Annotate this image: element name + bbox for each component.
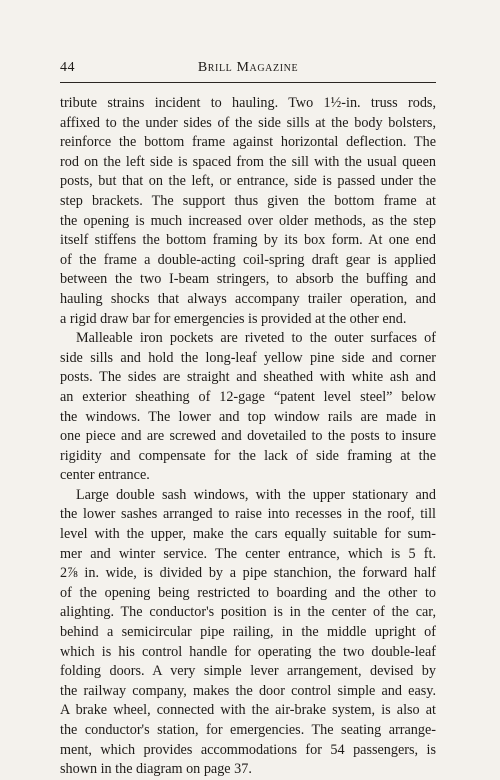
text-line: of the opening being restricted to boarding and the other to bbox=[60, 584, 436, 601]
text-line: ment, which provides accommodations for 54 passengers, is bbox=[60, 741, 436, 758]
text-line: the railway company, makes the door control simple and easy. bbox=[60, 682, 436, 699]
text-line: rod on the left side is spaced from the sill with the usual queen bbox=[60, 153, 436, 170]
text-line: shown in the diagram on page 37. bbox=[60, 761, 252, 778]
text-line: between the two I-beam stringers, to absorb the buffing and bbox=[60, 271, 436, 288]
text-line: behind a semicircular pipe railing, in the middle upright of bbox=[60, 624, 436, 641]
text-line: alighting. The conductor's position is in the center of the car, bbox=[60, 604, 436, 621]
text-line: affixed to the under sides of the side sills at the body bolsters, bbox=[60, 114, 436, 131]
text-line: reinforce the bottom frame against horizontal deflection. The bbox=[60, 134, 436, 151]
paragraph-hauling-frame bbox=[60, 94, 436, 329]
text-line: mer and winter service. The center entrance, which is 5 ft. bbox=[60, 545, 436, 562]
page-number: 44 bbox=[60, 60, 75, 75]
magazine-title: Brill Magazine bbox=[197, 60, 299, 75]
text-line: one piece and are screwed and dovetailed to the posts to insure bbox=[60, 428, 436, 445]
text-line: side sills and hold the long-leaf yellow pine side and corner bbox=[60, 349, 436, 366]
text-line: rigidity and compensate for the lack of side framing at the bbox=[60, 447, 436, 464]
text-line: Large double sash windows, with the upper stationary and bbox=[76, 486, 436, 503]
text-line: itself stiffens the bottom framing by its box form. At one end bbox=[60, 232, 436, 249]
text-line: step brackets. The support thus given the bottom frame at bbox=[60, 192, 436, 209]
header-rule bbox=[60, 82, 436, 83]
text-line: posts. The sides are straight and sheathed with white ash and bbox=[60, 369, 436, 386]
text-line: the conductor's station, for emergencies. The seating arrange- bbox=[60, 722, 436, 738]
text-line: 2⅞ in. wide, is divided by a pipe stanchion, the forward half bbox=[60, 565, 436, 582]
text-line: the windows. The lower and top window rails are made in bbox=[60, 408, 436, 425]
text-line: posts, but that on the left, or entrance, side is passed under the bbox=[60, 173, 436, 190]
text-line: the lower sashes arranged to raise into recesses in the roof, till bbox=[60, 506, 436, 523]
text-line: A brake wheel, connected with the air-brake system, is also at bbox=[60, 702, 436, 719]
text-line: the opening is much increased over older methods, as the step bbox=[60, 212, 436, 229]
text-line: Malleable iron pockets are riveted to the outer surfaces of bbox=[76, 330, 436, 347]
text-line: a rigid draw bar for emergencies is provided at the other end. bbox=[60, 310, 407, 327]
paragraph-side-posts bbox=[60, 329, 436, 486]
text-line: folding doors. A very simple lever arrangement, devised by bbox=[60, 663, 436, 680]
article-body bbox=[60, 94, 436, 780]
text-line: an exterior sheathing of 12-gage “patent level steel” below bbox=[60, 388, 436, 405]
paragraph-windows-entrance bbox=[60, 486, 436, 780]
running-head bbox=[60, 58, 436, 78]
text-line: center entrance. bbox=[60, 467, 150, 484]
text-line: tribute strains incident to hauling. Two 1½-in. truss rods, bbox=[60, 95, 436, 111]
text-line: of the frame a double-acting coil-spring draft gear is applied bbox=[60, 251, 436, 268]
text-line: level with the upper, make the cars equally suitable for sum- bbox=[60, 526, 436, 543]
text-line: hauling shocks that always accompany trailer operation, and bbox=[60, 290, 436, 307]
text-line: which is his control handle for operating the two double-leaf bbox=[60, 643, 436, 660]
